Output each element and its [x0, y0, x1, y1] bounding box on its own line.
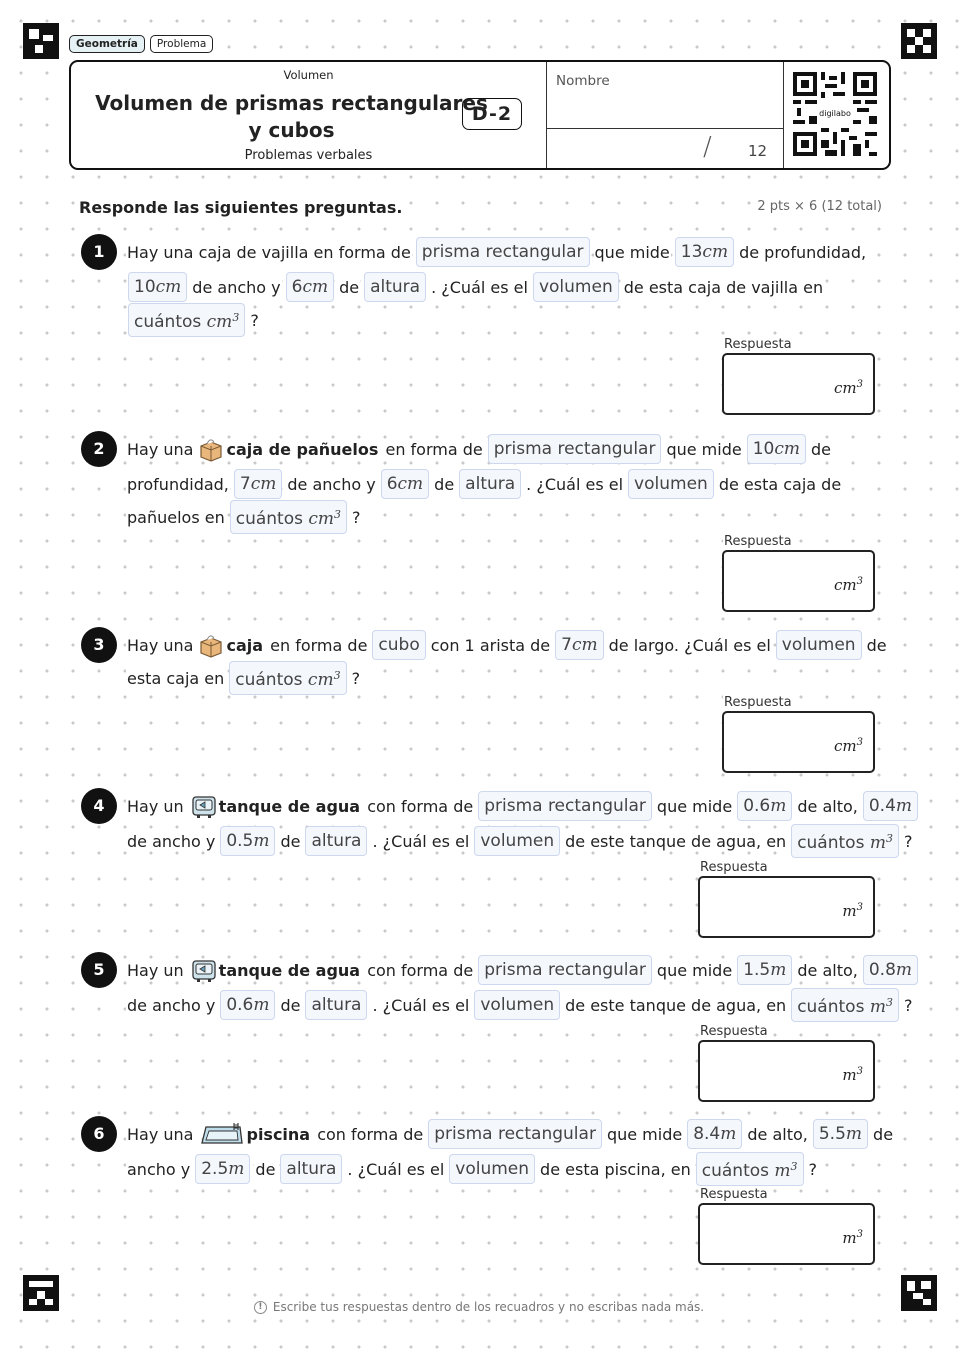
- answer-unit: $cm^3$: [834, 737, 863, 755]
- unit-label: cm: [250, 474, 277, 494]
- term-box-height: altura: [305, 990, 367, 1020]
- question-text: ancho y: [127, 1159, 191, 1179]
- question-text: Hay una caja de vajilla en forma de: [127, 242, 411, 262]
- dimension-value: 6: [291, 277, 303, 297]
- answer-label: Respuesta: [724, 695, 792, 710]
- dimension-value: 6: [386, 474, 398, 494]
- info-icon: !: [254, 1301, 267, 1314]
- question-text: Hay un: [127, 796, 184, 816]
- dimension-value: 7: [561, 635, 572, 655]
- dimension-box: [195, 1154, 250, 1184]
- unit-exponent: 3: [334, 508, 342, 521]
- question-2-line-2: [126, 468, 842, 500]
- dimension-box: [381, 469, 429, 499]
- question-text: de: [434, 474, 455, 494]
- term-box-height: altura: [364, 272, 426, 302]
- unit-label: cm: [302, 277, 329, 297]
- term-box-shape: prisma rectangular: [416, 237, 590, 267]
- term-box-unit: [791, 824, 899, 858]
- dimension-value: 13: [680, 242, 703, 262]
- term-box-height: altura: [280, 1154, 342, 1184]
- term-box-unit: [230, 500, 347, 534]
- unit-label: cm: [155, 277, 182, 297]
- question-text: con 1 arista de: [430, 635, 551, 655]
- question-number-5: 5: [81, 952, 117, 988]
- question-text: Hay un: [127, 960, 184, 980]
- term-box-volume: volumen: [474, 826, 560, 856]
- question-text: pañuelos en: [127, 507, 225, 527]
- term-box-shape: prisma rectangular: [428, 1119, 602, 1149]
- dimension-value: 10: [134, 277, 156, 297]
- dimension-value: 10: [752, 439, 775, 459]
- question-2-line-1: [126, 433, 832, 465]
- dimension-box: [220, 826, 275, 856]
- answer-label: Respuesta: [700, 1187, 768, 1202]
- instructions: Responde las siguientes preguntas.: [79, 198, 403, 217]
- page-title-line1: Volumen de prismas rectangulares: [95, 91, 488, 115]
- term-box-unit: [128, 303, 245, 337]
- dimension-box: [863, 955, 918, 985]
- term-box-volume: volumen: [474, 990, 560, 1020]
- question-number-1: 1: [81, 234, 117, 270]
- question-text: ?: [808, 1159, 818, 1179]
- answer-box-4[interactable]: [698, 876, 875, 938]
- dimension-value: 0.5: [226, 831, 254, 851]
- term-box-unit: [791, 988, 899, 1022]
- unit-exponent: 3: [885, 832, 893, 845]
- term-box-shape: cubo: [372, 630, 425, 660]
- term-box-volume: volumen: [449, 1154, 535, 1184]
- answer-label: Respuesta: [724, 534, 792, 549]
- footer-text: Escribe tus respuestas dentro de los recuadros y no escribas nada más.: [272, 1300, 705, 1314]
- question-text: . ¿Cuál es el: [431, 277, 528, 297]
- term-text: cuántos: [797, 833, 865, 853]
- answer-unit: $m^3$: [842, 902, 863, 920]
- term-box-shape: prisma rectangular: [478, 791, 652, 821]
- question-4-line-2: [126, 825, 913, 857]
- question-text: en forma de: [385, 439, 483, 459]
- dimension-value: 8.4: [693, 1124, 721, 1144]
- question-text: de: [280, 831, 301, 851]
- unit-label: cm: [702, 242, 729, 262]
- footer-note: [0, 1300, 960, 1314]
- water-tank-icon: [191, 957, 217, 983]
- tag-type: Problema: [150, 35, 213, 53]
- question-6-line-1: [126, 1118, 894, 1150]
- question-5-line-2: [126, 989, 913, 1021]
- term-box-height: altura: [305, 826, 367, 856]
- page-title: [89, 90, 494, 144]
- answer-unit: $cm^3$: [834, 576, 863, 594]
- question-text: . ¿Cuál es el: [372, 831, 470, 851]
- unit-label: cm: [206, 312, 233, 332]
- term-box-unit: [696, 1152, 804, 1186]
- answer-box-1[interactable]: [722, 353, 875, 415]
- answer-box-6[interactable]: [698, 1203, 875, 1265]
- answer-unit: $m^3$: [842, 1229, 863, 1247]
- question-text: de alto,: [797, 796, 858, 816]
- worksheet-header: [69, 60, 891, 170]
- question-1-line-1: [126, 236, 867, 268]
- term-box-volume: volumen: [533, 272, 619, 302]
- question-text: Hay una: [127, 635, 194, 655]
- question-1-line-2: [126, 271, 824, 303]
- answer-box-5[interactable]: [698, 1040, 875, 1102]
- question-text: de: [280, 995, 301, 1015]
- tissue-box-icon: [198, 436, 224, 462]
- unit-label: m: [228, 1159, 245, 1179]
- dimension-box: [747, 434, 806, 464]
- question-1-line-3: [126, 304, 260, 336]
- question-text: . ¿Cuál es el: [347, 1159, 445, 1179]
- question-text: de ancho y: [287, 474, 376, 494]
- question-text: con forma de: [317, 1124, 424, 1144]
- dimension-value: 2.5: [201, 1159, 229, 1179]
- unit-label: cm: [571, 635, 598, 655]
- question-text: . ¿Cuál es el: [526, 474, 624, 494]
- question-number-6: 6: [81, 1116, 117, 1152]
- question-number-2: 2: [81, 431, 117, 467]
- score-slash: /: [703, 132, 712, 162]
- question-text: de esta caja de vajilla en: [623, 277, 824, 297]
- term-box-shape: prisma rectangular: [478, 955, 652, 985]
- question-text: de alto,: [797, 960, 858, 980]
- question-text: con forma de: [367, 796, 474, 816]
- term-box-unit: [229, 661, 346, 695]
- question-text: con forma de: [367, 960, 474, 980]
- dimension-box: [675, 237, 734, 267]
- question-text: esta caja en: [127, 668, 225, 688]
- dimension-box: [286, 272, 334, 302]
- unit-exponent: 3: [232, 311, 240, 324]
- dimension-box: [813, 1119, 868, 1149]
- score-total: 12: [748, 142, 768, 160]
- term-text: cuántos: [235, 670, 303, 690]
- question-text: ?: [250, 310, 259, 330]
- pool-icon: [200, 1121, 244, 1147]
- unit-label: m: [869, 997, 886, 1017]
- dimension-box: [737, 791, 792, 821]
- question-text: de: [255, 1159, 276, 1179]
- question-text: de ancho y: [192, 277, 281, 297]
- unit-label: m: [770, 796, 787, 816]
- question-text: ?: [351, 668, 361, 688]
- question-text: que mide: [594, 242, 670, 262]
- term-box-shape: prisma rectangular: [488, 434, 662, 464]
- answer-unit: $cm^3$: [834, 379, 863, 397]
- answer-label: Respuesta: [724, 337, 792, 352]
- question-4-line-1: [126, 790, 922, 822]
- unit-exponent: 3: [790, 1160, 798, 1173]
- unit-exponent: 3: [885, 996, 893, 1009]
- dimension-value: 7: [239, 474, 251, 494]
- question-text: de este tanque de agua, en: [565, 831, 787, 851]
- unit-label: m: [774, 1161, 791, 1181]
- question-text: profundidad,: [127, 474, 229, 494]
- question-text: ?: [903, 995, 913, 1015]
- object-name: tanque de agua: [218, 796, 361, 816]
- question-text: de largo. ¿Cuál es el: [608, 635, 771, 655]
- dimension-value: 0.4: [868, 796, 896, 816]
- question-text: de: [866, 635, 887, 655]
- question-text: de: [873, 1124, 894, 1144]
- question-number-4: 4: [81, 788, 117, 824]
- term-box-volume: volumen: [776, 630, 862, 660]
- question-3-line-1: [126, 629, 888, 661]
- category-tags: [69, 35, 213, 53]
- corner-marker-top-left: [23, 23, 59, 59]
- unit-label: m: [253, 995, 270, 1015]
- dimension-value: 5.5: [818, 1124, 846, 1144]
- term-text: cuántos: [134, 312, 202, 332]
- question-text: ?: [903, 831, 913, 851]
- question-text: de alto,: [747, 1124, 808, 1144]
- question-text: de: [811, 439, 832, 459]
- question-3-line-2: [126, 662, 361, 694]
- dimension-box: [128, 272, 187, 302]
- question-text: Hay una: [127, 1124, 194, 1144]
- question-text: de esta piscina, en: [540, 1159, 691, 1179]
- name-field-label: Nombre: [556, 73, 610, 89]
- unit-label: cm: [308, 509, 335, 529]
- question-2-line-3: [126, 501, 362, 533]
- question-5-line-1: [126, 954, 922, 986]
- unit-label: cm: [307, 670, 334, 690]
- object-name: piscina: [246, 1124, 311, 1144]
- question-text: . ¿Cuál es el: [372, 995, 470, 1015]
- question-text: que mide: [656, 960, 733, 980]
- term-text: cuántos: [235, 509, 303, 529]
- dimension-box: [220, 990, 275, 1020]
- unit-label: m: [720, 1124, 737, 1144]
- object-name: caja: [226, 635, 264, 655]
- unit-exponent: 3: [333, 669, 341, 682]
- dimension-value: 0.6: [226, 995, 254, 1015]
- answer-box-3[interactable]: [722, 711, 875, 773]
- water-tank-icon: [191, 793, 217, 819]
- question-text: de profundidad,: [739, 242, 867, 262]
- term-text: cuántos: [797, 997, 865, 1017]
- dimension-value: 1.5: [743, 960, 771, 980]
- page-title-line2: y cubos: [248, 118, 335, 142]
- object-name: caja de pañuelos: [226, 439, 379, 459]
- object-name: tanque de agua: [218, 960, 361, 980]
- term-box-height: altura: [459, 469, 521, 499]
- qr-label: digilabo: [819, 109, 851, 118]
- dimension-box: [555, 630, 603, 660]
- unit-label: m: [845, 1124, 863, 1144]
- question-text: de: [339, 277, 360, 297]
- dimension-value: 0.8: [868, 960, 896, 980]
- question-text: de ancho y: [127, 831, 216, 851]
- header-type: Problemas verbales: [244, 148, 373, 163]
- worksheet-code: D-2: [462, 98, 522, 130]
- unit-label: m: [895, 960, 913, 980]
- question-text: que mide: [606, 1124, 683, 1144]
- unit-label: m: [895, 796, 913, 816]
- points-summary: 2 pts × 6 (12 total): [757, 199, 882, 214]
- unit-label: m: [869, 833, 886, 853]
- question-text: que mide: [656, 796, 733, 816]
- question-text: que mide: [666, 439, 742, 459]
- term-box-volume: volumen: [628, 469, 714, 499]
- unit-label: cm: [397, 474, 424, 494]
- question-6-line-2: [126, 1153, 818, 1185]
- dimension-box: [737, 955, 792, 985]
- unit-label: m: [253, 831, 270, 851]
- question-text: en forma de: [270, 635, 368, 655]
- corner-marker-top-right: [901, 23, 937, 59]
- unit-label: m: [770, 960, 787, 980]
- answer-label: Respuesta: [700, 860, 768, 875]
- box-icon: [198, 632, 224, 658]
- question-text: de ancho y: [127, 995, 216, 1015]
- tag-subject: Geometría: [69, 35, 145, 53]
- answer-unit: $m^3$: [842, 1066, 863, 1084]
- dimension-box: [863, 791, 918, 821]
- qr-code-icon: [793, 72, 877, 156]
- question-text: de este tanque de agua, en: [565, 995, 787, 1015]
- term-text: cuántos: [701, 1161, 770, 1181]
- unit-label: cm: [774, 439, 801, 459]
- question-number-3: 3: [81, 627, 117, 663]
- question-text: de esta caja de: [718, 474, 842, 494]
- question-text: Hay una: [127, 439, 194, 459]
- dimension-value: 0.6: [743, 796, 771, 816]
- name-score-area: [546, 62, 784, 168]
- answer-box-2[interactable]: [722, 550, 875, 612]
- answer-label: Respuesta: [700, 1024, 768, 1039]
- dimension-box: [234, 469, 282, 499]
- header-subject: Volumen: [283, 68, 334, 82]
- dimension-box: [687, 1119, 742, 1149]
- question-text: ?: [352, 507, 361, 527]
